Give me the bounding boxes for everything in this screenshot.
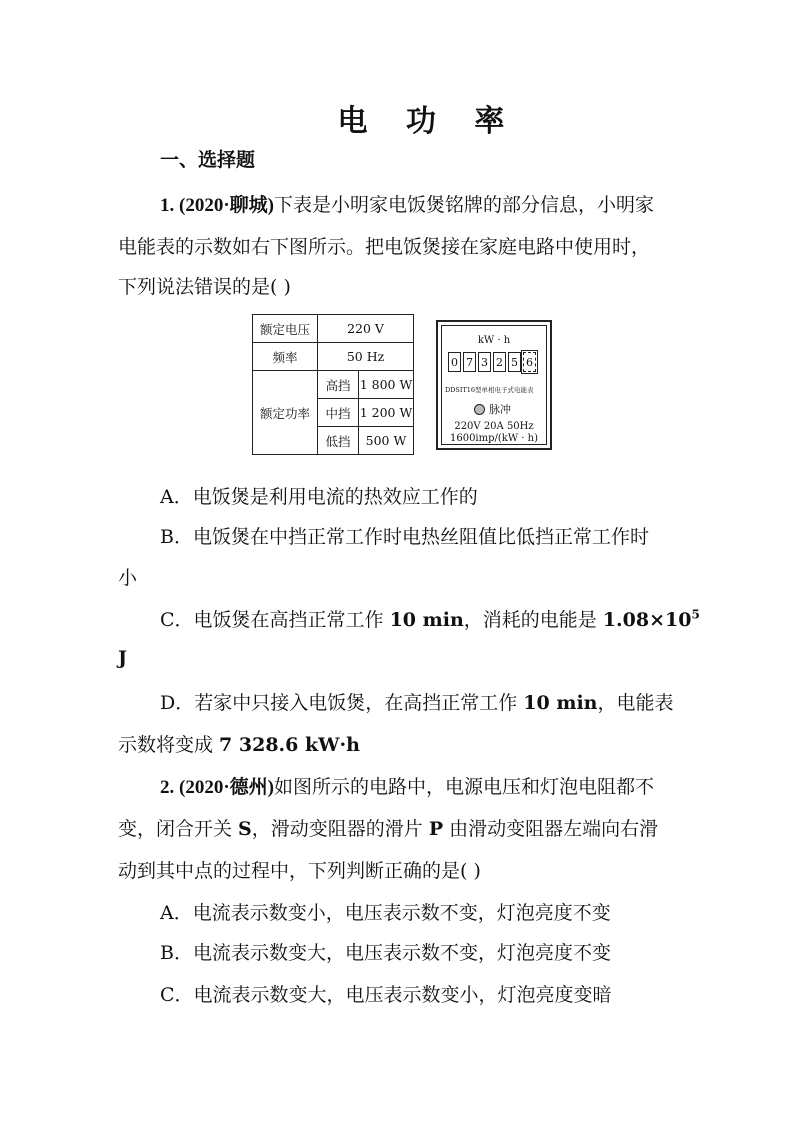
rated-voltage-value: 220 V <box>318 315 414 343</box>
meter-digit: 7 <box>463 352 476 372</box>
power-mid: 1 200 W <box>359 399 414 427</box>
rated-voltage-label: 额定电压 <box>253 315 318 343</box>
meter-digit: 5 <box>508 352 521 372</box>
q1-option-c-unit: J <box>118 647 127 669</box>
q2-text2e: 由滑动变阻器左端向右滑 <box>443 818 659 840</box>
q1-line1 <box>160 190 654 217</box>
option-d-time: 10 min <box>523 692 598 714</box>
q2-line1 <box>160 772 654 799</box>
q1-line2: 电能表的示数如右下图所示。把电饭煲接在家庭电路中使用时， <box>118 236 651 258</box>
meter-digit: 0 <box>448 352 461 372</box>
rice-cooker-spec-table <box>252 314 414 455</box>
section-heading: 一、选择题 <box>160 149 256 171</box>
meter-unit: kW · h <box>477 335 511 346</box>
q2-option-a: A．电流表示数变小，电压表示数不变，灯泡亮度不变 <box>160 902 611 924</box>
q1-option-b: B．电饭煲在中挡正常工作时电热丝阻值比低挡正常工作时 <box>160 526 649 548</box>
q1-option-d <box>160 688 674 715</box>
q1-text1: 下表是小明家电饭煲铭牌的部分信息，小明家 <box>274 194 655 216</box>
gear-mid: 中挡 <box>318 399 359 427</box>
frequency-value: 50 Hz <box>318 343 414 371</box>
q1-option-b-cont: 小 <box>118 567 138 589</box>
pulse-lamp-icon <box>474 404 485 415</box>
electric-meter <box>436 320 552 450</box>
meter-digit: 3 <box>478 352 491 372</box>
q1-line3: 下列说法错误的是( ) <box>118 276 291 298</box>
rated-power-label: 额定功率 <box>253 371 318 455</box>
q2-option-c: C．电流表示数变大，电压表示数变小，灯泡亮度变暗 <box>160 984 612 1006</box>
meter-spec-line1: 220V 20A 50Hz <box>454 421 534 432</box>
q1-option-d-cont <box>118 730 360 757</box>
meter-face <box>441 325 547 445</box>
option-c-text2: ，消耗的电能是 <box>463 609 603 631</box>
option-c-time: 10 min <box>389 609 464 631</box>
q2-number: 2. (2020·德州) <box>160 777 274 798</box>
power-low: 500 W <box>359 427 414 455</box>
option-d-text3: 示数将变成 <box>118 734 220 756</box>
q1-option-a: A．电饭煲是利用电流的热效应工作的 <box>160 486 478 508</box>
q2-slider-p: P <box>428 818 444 840</box>
q2-text2c: ，滑动变阻器的滑片 <box>251 818 429 840</box>
option-d-text: D．若家中只接入电饭煲，在高挡正常工作 <box>160 692 524 714</box>
q2-option-b: B．电流表示数变大，电压表示数不变，灯泡亮度不变 <box>160 942 611 964</box>
meter-spec-line2: 1600imp/(kW · h) <box>449 433 539 444</box>
option-c-exponent: 5 <box>691 607 700 622</box>
option-c-energy: 1.08×10 <box>602 609 692 631</box>
q2-line3: 动到其中点的过程中，下列判断正确的是( ) <box>118 860 481 882</box>
option-d-reading: 7 328.6 kW·h <box>219 734 360 756</box>
meter-digit: 2 <box>493 352 506 372</box>
q2-line2 <box>118 814 658 841</box>
meter-model: DDSIT16型单相电子式电能表 <box>445 386 534 394</box>
gear-high: 高挡 <box>318 371 359 399</box>
q1-number: 1. (2020·聊城) <box>160 195 274 216</box>
gear-low: 低挡 <box>318 427 359 455</box>
q1-option-c <box>160 605 700 632</box>
option-c-text: C．电饭煲在高挡正常工作 <box>160 609 390 631</box>
meter-pulse <box>474 401 511 417</box>
frequency-label: 频率 <box>253 343 318 371</box>
meter-digits <box>448 352 538 372</box>
pulse-label: 脉冲 <box>489 403 511 416</box>
q2-switch-s: S <box>238 818 252 840</box>
page-title: 电 功 率 <box>337 104 519 139</box>
option-d-text2: ，电能表 <box>597 692 674 714</box>
power-high: 1 800 W <box>359 371 414 399</box>
meter-digit-decimal: 6 <box>523 352 536 372</box>
q2-text1: 如图所示的电路中，电源电压和灯泡电阻都不 <box>274 776 655 798</box>
q2-text2a: 变，闭合开关 <box>118 818 239 840</box>
